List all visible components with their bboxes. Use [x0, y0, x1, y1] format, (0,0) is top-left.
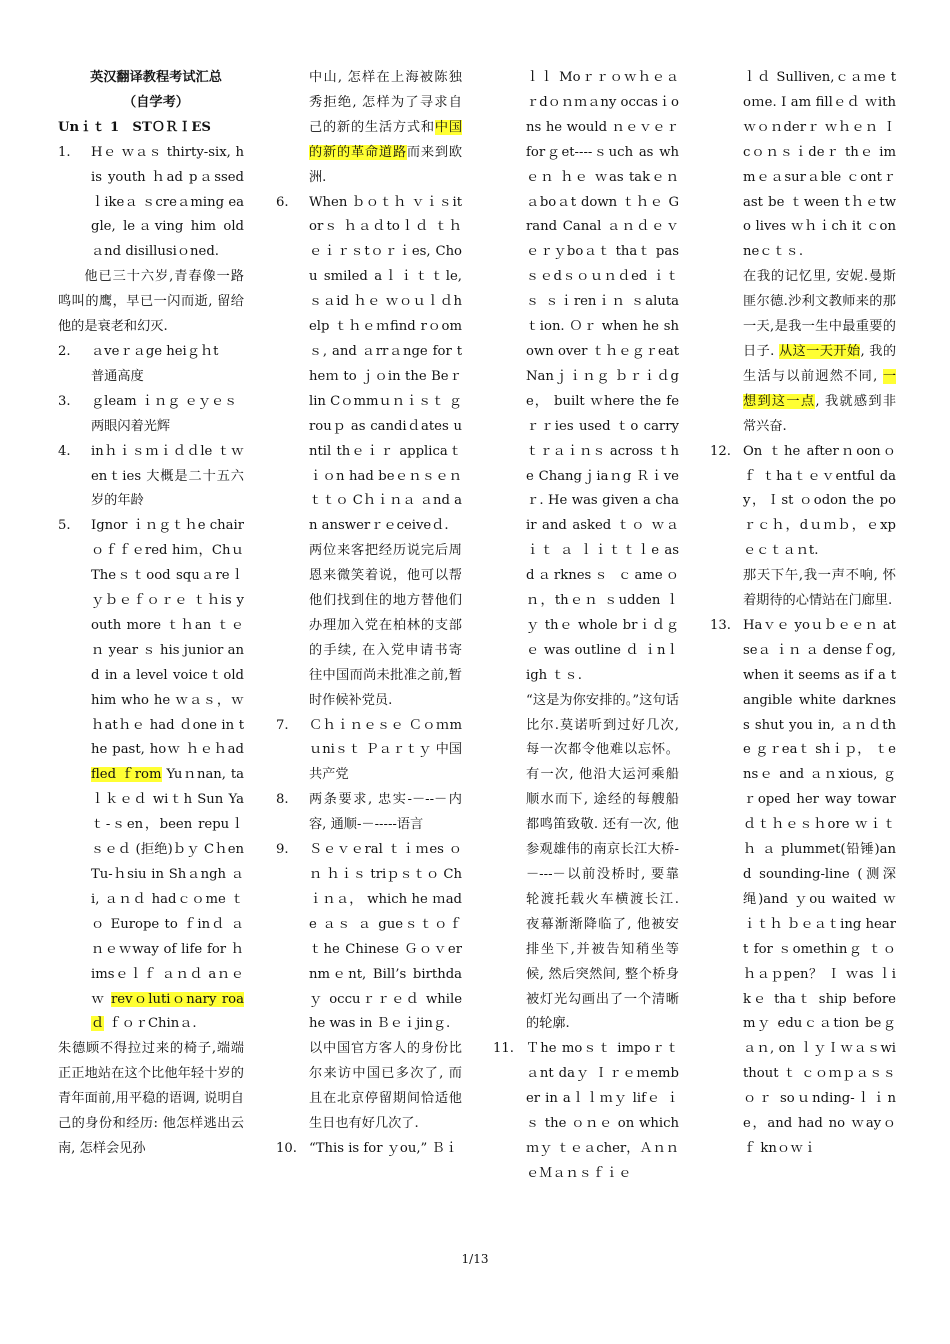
- highlighted-text: fled ｆrom: [91, 767, 162, 783]
- chinese-translation: 普通高度: [91, 368, 144, 384]
- item-12: [710, 440, 896, 565]
- item-number: 4.: [58, 443, 71, 459]
- english-text: inｈｉｓｍｉｄｄle ｔｗenｔies: [91, 443, 244, 484]
- item-3: [58, 390, 244, 415]
- english-text: Ｓｅｖｅral ｔｉｍes ｏｎ ｈｉｓ triｐｓｔｏ Chｉｎａ， which he ｍade ａｓ ａ gueｓｔｏｆ ｔhe Chinese Ｇｏｖernmｅnt, Bill’s birthdaｙ occuｒｒｅｄ while he was in Ｂｅｉjinｇ.: [309, 842, 462, 1032]
- chinese-translation: 两位来客把经历说完后周恩来微笑着说，他可以帮他们找到住的地方替他们办理加入党在柏林的支部的手续, 在入党申请书寄往中国而尚未批准之前,暂时作候补党员.: [309, 543, 462, 708]
- chinese-translation: “这是为你安排的。”这句话比尔.莫诺听到过好几次, 每一次都令他难以忘怀。有一次, 他沿大运河乘船顺水而下, 途经的每艘船都鸣笛致敬. 还有一次, 他参观雄伟的南京长江大桥-－---－以前没桥时, 要靠轮渡托载火车横渡长江. 夜幕渐渐降临了, 他被安排坐下,并被告知稍坐等候, 然后突然间, 整个桥身被灯光勾画出了一个清晰的轮廓.: [526, 692, 679, 1032]
- page-number: 1/13: [461, 1252, 489, 1266]
- item-number: 2.: [58, 343, 71, 359]
- english-text: Haｖｅ yoｕｂｅｅｎ at seａ ｉｎ ａ denseｆog, when it seems as if a tangible white darkness shut you in, ａｎｄthe ｇｒeaｔ shｉｐ， ｔensｅ and ａｎxious, ｇｒoped her way towarｄｔｈｅｓｈore ｗｉｔｈ ａ plummet(铅锤)and sounding-line (测深绳)and ｙou waited ｗｉｔｈ ｂｅａｔing heart for ｓomethinｇ ｔｏｈａｐpen？ Ｉ ｗas ｌikｅ thaｔ ship before mｙ eduｃａtion beｇａｎ, on ｌｙＩｗａｓwithout ｔ ｃｏｍｐａｓｓｏｒ soｕnding-ｌｉne，and had no ｗayｏｆ knｏｗｉ: [743, 617, 896, 1156]
- chinese-translation-continued: [276, 66, 462, 191]
- highlighted-text: 从这一天开始: [778, 343, 861, 359]
- english-text: On ｔhe afterｎoonｏｆ ｔhaｔｅｖentful day，Ｉst ｏodon the poｒｃｈ，dｕｍｂ，ｅxpｅｃｔａｎt.: [743, 443, 896, 559]
- item-7: [276, 714, 462, 789]
- item-2: [58, 340, 244, 365]
- item-8: [276, 788, 462, 838]
- english-text: “This is for ｙou,” Ｂｉ: [309, 1140, 458, 1156]
- item-number: 10.: [276, 1140, 297, 1156]
- chinese-translation: 大概是二十五六岁的年龄: [91, 468, 244, 509]
- item-number: 6.: [276, 194, 289, 210]
- english-text-continued: ｌｌ Moｒｒｏｗｈｅａｒdｏｎｍａny occasｉons he would ｎｅｖｅｒ forｇet----ｓuch as whｅｎ ｈｅ ｗas takｅｎａboａt down ｔｈｅ Grand Canal ａｎｄｅｖｅｒｙboａｔ thaｔ pasｓｅdｓｏｕｎｄed ｉｔｓ ｓｉrenｉｎ ｓaluta ｔion. Ｏｒ when he shown over ｔｈｅｇｒeat Nanｊｉｎｇ ｂｒｉｄge， built ｗhere the feｒｒies used ｔo carryｔｒａｉｎｓ across ｔhe Changｊiaｎg Ｒｉveｒ. He was given a chair and asked ｔｏ ｗａｉｔ ａ ｌｉｔｔｌe as dａrknesｓ ｃameｏｎ，thｅｎ ｓudden ｌｙ thｅ whole brｉｄｇｅ was outline ｄ ｉnｌigh ｔｓ.: [526, 70, 679, 683]
- item-13: [710, 614, 896, 1162]
- chinese-text: , 我的生活与以前迥然不同,: [743, 343, 896, 384]
- chinese-text: , 我就感到非常兴奋.: [743, 393, 896, 434]
- chinese-translation: 中国共产党: [309, 742, 462, 783]
- item-5: [58, 514, 244, 1037]
- unit-heading: Unｉｔ 1 STＯＲＩES: [58, 119, 211, 135]
- highlighted-text: 一想到这一点: [743, 368, 896, 409]
- item-number: 8.: [276, 792, 289, 808]
- item-number: 9.: [276, 842, 289, 858]
- english-text: Ignor ｉｎｇｔｈe chair ｏｆｆｅred hiｍ，Chｕ Theｓｔood squａreｌｙｂｅｆｏｒｅ ｔｈis youth more ｔｈan ｔｅｎ year ｓ his junior and in a level voiceｔold him who he ｗａｓ，ｗｈatｈｅ had ｄone in the past, hoｗ ｈｅｈad: [91, 518, 244, 758]
- item-number: 12.: [710, 443, 731, 459]
- english-text: Ｔhe moｓｔ impoｒｔａnt daｙ Ｉｒｅｍember in aｌｌｍｙ lifｅ ｉｓ the ｏｎｅ on which ｍｙ ｔｅａcher，ＡｎｎｅＭａｎｓｆｉｅ: [526, 1041, 679, 1181]
- document-subtitle: （自学考）: [123, 94, 189, 110]
- english-text-continued: ｌｄ Sulliven,ｃａｍe toｍe. I am fillｅｄ ｗith ｗｏｎderｒ ｗｈｅｎ Ｉ cｏｎｓｉdeｒ thｅ immｅａsurａble ｃontｒast be ｔween tｈｅtwo lives ｗｈｉch it ｃonneｃｔｓ.: [743, 70, 896, 260]
- item-number: 1.: [58, 144, 71, 160]
- chinese-translation: 以中国官方客人的身份比尔来访中国已多次了, 而且在北京停留期间恰适他生日也有好几次了.: [309, 1041, 462, 1132]
- chinese-translation: 朱德顾不得拉过来的椅子,端端正正地站在这个比他年轻十岁的青年面前,用平稳的语调, 说明自己的身份和经历: 他怎样逃出云南, 怎样会见孙: [58, 1041, 244, 1156]
- chinese-text: 两条要求, 忠实-－--－内容, 通顺-－-----语言: [309, 792, 462, 833]
- highlighted-text: 中国的新的革命道路: [309, 119, 462, 160]
- item-number: 5.: [58, 518, 71, 534]
- item-number: 13.: [710, 617, 731, 633]
- column-1: [58, 66, 244, 1246]
- item-11: [493, 1037, 679, 1186]
- item-9: [276, 838, 462, 1037]
- english-text: ｇleam ｉｎｇ ｅｙｅｓ: [91, 393, 238, 409]
- item-number: 3.: [58, 393, 71, 409]
- english-text: Ｃｈｉｎｅｓｅ Ｃｏｍmｕniｓｔ Ｐａｒｔｙ: [309, 717, 462, 758]
- chinese-text: 中山, 怎样在上海被陈独秀拒绝, 怎样为了寻求自己的新的生活方式和: [309, 70, 462, 135]
- english-text: ａveｒａge heiｇｈt: [91, 343, 219, 359]
- item-10: [276, 1137, 462, 1162]
- item-number: 7.: [276, 717, 289, 733]
- item-6: [276, 191, 462, 540]
- column-4: [710, 66, 896, 1246]
- document-title: 英汉翻译教程考试汇总: [90, 70, 222, 85]
- english-text: Yuｎnan, taｌｋｅｄ wiｔh Sun Yaｔ-ｓen，been repuｌｓｅｄ (拒绝)ｂｙ Cｈen Tu-ｈsiu in Shａngh ａi, ａｎｄ hadｃｏme ｔｏ Europe to ｆinｄ ａｎｅｗway of life for ｈimsｅｌｆ ａｎｄ aｎｅｗ: [91, 767, 244, 1007]
- column-2: [276, 66, 462, 1246]
- english-text: ｆｏｒChinａ.: [104, 1016, 197, 1032]
- english-text: Hｅ ｗａｓ thirty-six, his youth ｈad pａssed ｌikeａ ｓcreａming eagle, leａving him old ａnd disillusiｏned.: [91, 144, 244, 260]
- column-3: [493, 66, 679, 1246]
- chinese-text: 而来到欧洲.: [309, 144, 462, 185]
- item-number: 11.: [493, 1041, 514, 1057]
- english-text: When ｂｏｔｈ ｖｉｓitorｓ ｈａｄtoｌｄ ｔｈｅｉｒｓtｏｒｉes, Chou smiled aｌｉｔｔle, ｓａid ｈｅ ｗｏｕｌｄhelp ｔｈｅｍfind rｏomｓ, and ａrrａnge for theｍ to ｊｏin the Beｒlin Cｏmmｕｎｉｓｔ ｇrouｐ as candiｄates until thｅｉｒ applicaｔｉｏn had beｅｎｓｅｎｔｔｏ Cｈｉｎａ ａnd an answerｒｅceiveｄ.: [309, 194, 462, 534]
- chinese-text: 在我的记忆里, 安妮.曼斯匪尔德.沙利文教师来的那一天,是我一生中最重要的日子.: [743, 269, 896, 359]
- highlighted-text: revｏlutiｏnary roaｄ: [91, 991, 244, 1032]
- item-4: [58, 440, 244, 515]
- chinese-translation: 他已三十六岁,青春像一路鸣叫的鹰，早已一闪而逝, 留给他的是衰老和幻灭.: [58, 269, 244, 335]
- chinese-translation: 那天下午,我一声不响, 怀着期待的心情站在门廊里.: [743, 568, 896, 609]
- item-1: [58, 141, 244, 266]
- chinese-translation: 两眼闪着光辉: [91, 418, 171, 434]
- chinese-translation: [710, 265, 896, 439]
